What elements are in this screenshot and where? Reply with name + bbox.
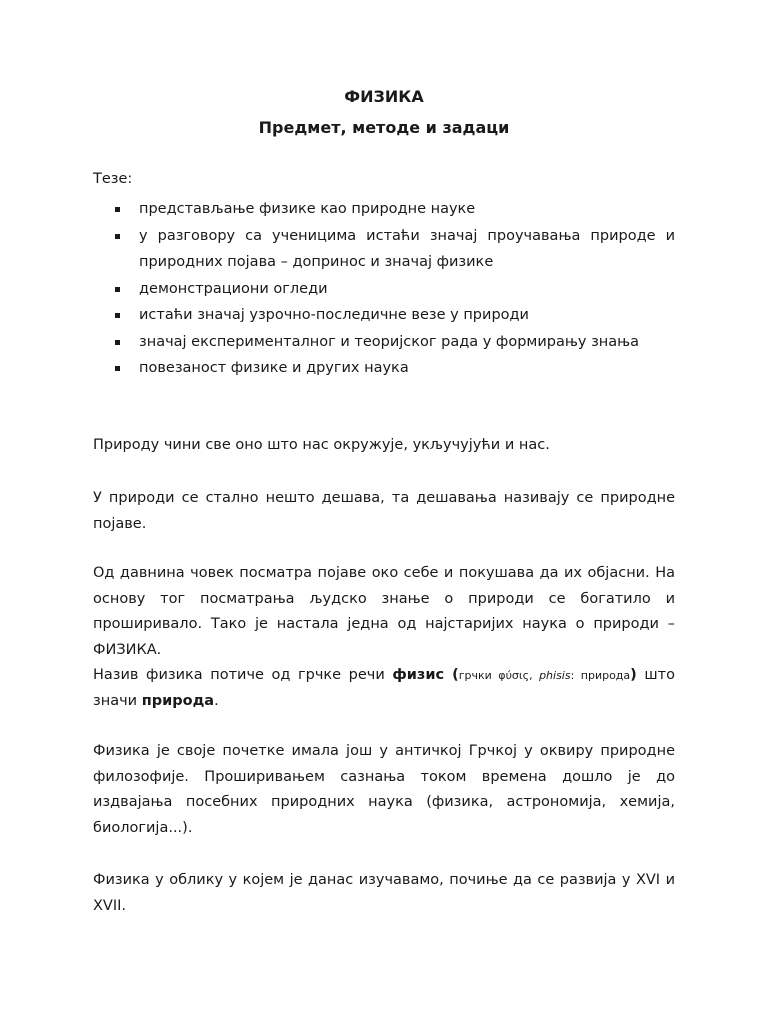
list-item xyxy=(93,276,675,303)
list-item xyxy=(93,223,675,276)
etymology-meaning: природа xyxy=(141,692,215,709)
etymology-meaning-text: што значи xyxy=(93,667,675,709)
list-item-text: демонстрациони огледи xyxy=(139,280,328,297)
bullet-square-icon xyxy=(115,234,120,239)
theses-label: Тезе: xyxy=(93,171,133,187)
list-item-text: значај експерименталног и теоријског рада у формирању знања xyxy=(139,333,640,350)
bullet-square-icon xyxy=(115,340,120,345)
list-item xyxy=(93,302,675,329)
paragraph-nature: Природу чини све оно што нас окружује, укључујући и нас. xyxy=(93,437,550,453)
bullet-square-icon xyxy=(115,287,120,292)
etymology-text: Назив физика потиче од грчке речи xyxy=(93,667,393,683)
paragraph-modern: Физика у облику у којем је данас изучавамо, почиње да се развија у XVI и XVII. xyxy=(93,872,675,914)
list-item-text: у разговору са ученицима истаћи значај проучавања природе и природних појава – допринос и значај физике xyxy=(139,227,675,270)
latin-transliteration: phisis xyxy=(539,669,571,682)
document-title: ФИЗИКА xyxy=(344,87,424,106)
paragraph-antiquity: Физика је своје почетке имала још у античкој Грчкој у оквиру природне филозофије. Проширивањем сазнања током времена дошло је до издвајања посебних природних наука (физика, астрономија, хемија, биологија...). xyxy=(93,743,675,836)
etymology-word: физис xyxy=(392,667,445,683)
list-item xyxy=(93,355,675,382)
greek-note: грчки φύσις, xyxy=(458,669,540,682)
theses-list xyxy=(93,196,675,382)
list-item xyxy=(93,196,675,223)
list-item-text: истаћи значај узрочно-последичне везе у природи xyxy=(139,307,529,323)
paragraph-phenomena: У природи се стално нешто дешава, та дешавања називају се природне појаве. xyxy=(93,490,675,532)
sentence-end: . xyxy=(214,692,219,709)
bullet-square-icon xyxy=(115,313,120,318)
list-item-text: представљање физике као природне науке xyxy=(139,201,476,217)
paragraph-history-text: Од давнина човек посматра појаве око себе и покушава да их објасни. На основу тог посматрања људско знање о природи се богатило и проширивало. Тако је настала једна од најстаријих наука о природи – ФИЗИКА. xyxy=(93,565,675,658)
list-item-text: повезаност физике и других наука xyxy=(139,360,409,376)
paren-open: ( xyxy=(444,667,459,683)
bullet-square-icon xyxy=(115,366,120,371)
bullet-square-icon xyxy=(115,207,120,212)
greek-note-tail: : природа xyxy=(570,669,631,682)
paragraph-history xyxy=(93,561,675,714)
paren-close: ) xyxy=(630,667,637,683)
document-subtitle: Предмет, методе и задаци xyxy=(258,118,510,137)
list-item xyxy=(93,329,675,356)
